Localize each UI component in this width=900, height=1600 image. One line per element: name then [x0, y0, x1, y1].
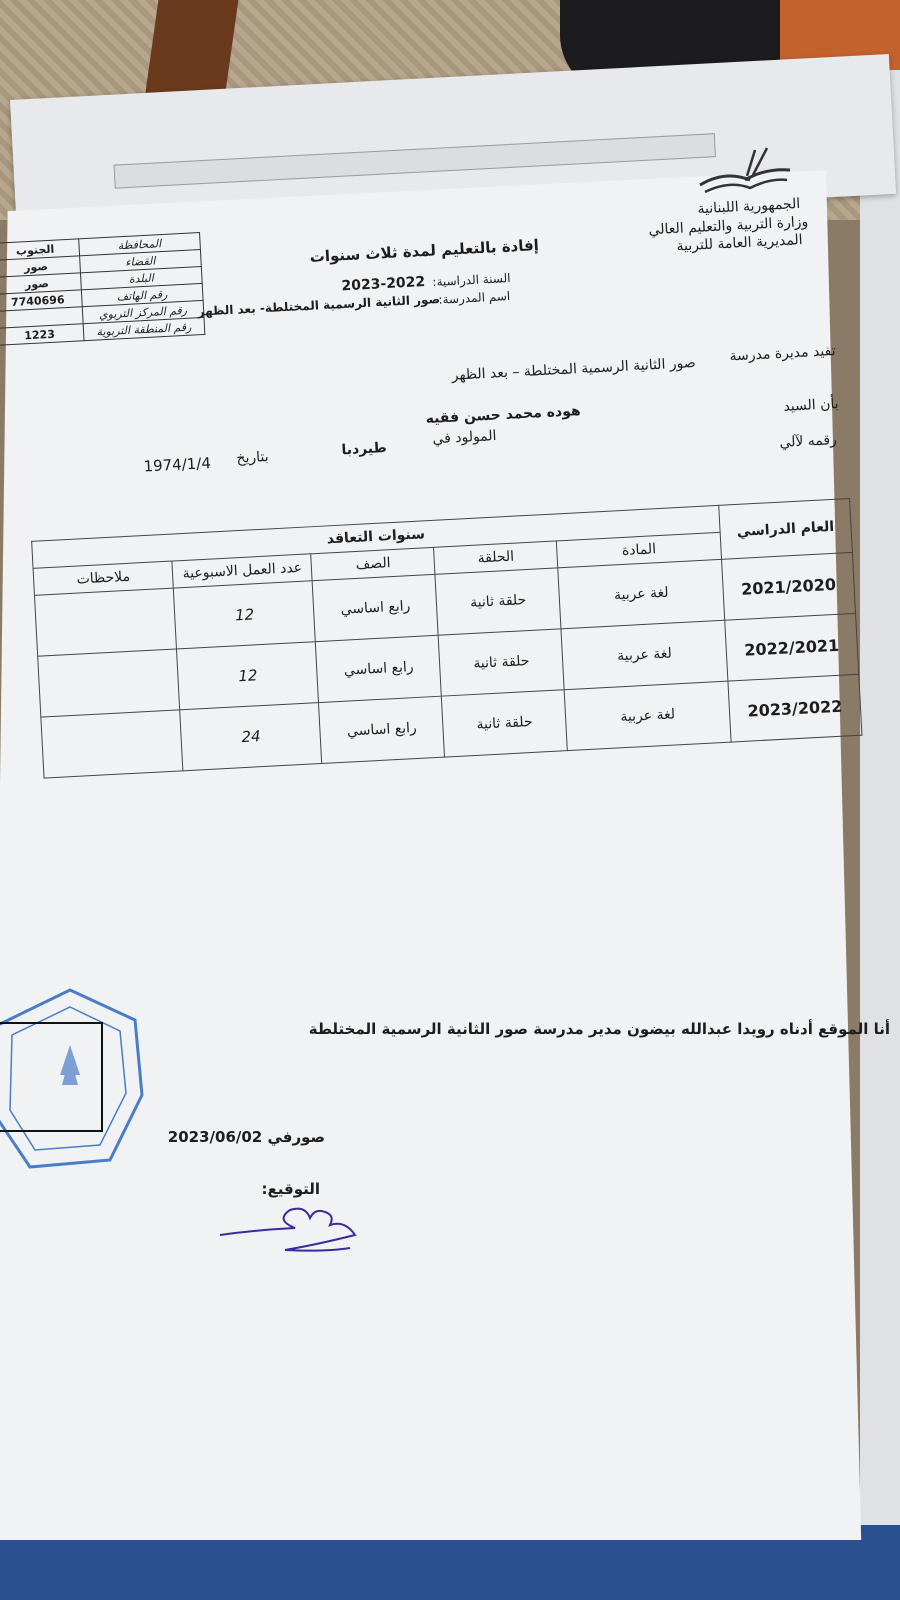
- cell-hours: 12: [177, 642, 319, 710]
- cell-hours: 12: [174, 581, 316, 649]
- place-date: صورفي 2023/06/02: [167, 1128, 325, 1146]
- cell-subject: لغة عربية: [561, 620, 728, 689]
- header-directorate: المديرية العامة للتربية: [675, 232, 803, 255]
- cell-year: 2021/2020: [722, 552, 856, 620]
- cell-grade: رابع اساسي: [313, 574, 439, 641]
- cell-hours: 24: [180, 703, 322, 771]
- cell-notes: [34, 588, 176, 656]
- cell-subject: لغة عربية: [564, 681, 731, 750]
- group-header: سنوات التعاقد: [32, 505, 720, 568]
- body-line2-label: بأن السيد: [782, 396, 839, 415]
- info-key: القضاء: [79, 250, 201, 273]
- date-label: بتاريخ: [235, 449, 269, 467]
- info-key: رقم المركز التربوي: [82, 300, 204, 323]
- contract-years-table: [31, 498, 862, 779]
- body-line3-label: رقمه لآلي: [778, 432, 837, 451]
- birth-date: 1974/1/4: [142, 454, 211, 476]
- info-key: رقم المنطقة التربوية: [83, 317, 205, 340]
- cell-notes: [41, 710, 183, 778]
- info-value: صور: [0, 256, 80, 278]
- cell-notes: [38, 649, 180, 717]
- col-header-grade: الصف: [311, 547, 435, 580]
- person-name: هوده محمد حسن فقيه: [425, 403, 581, 428]
- cell-subject: لغة عربية: [558, 559, 725, 628]
- cell-cycle: حلقة ثانية: [442, 690, 568, 757]
- year-label: السنة الدراسية:: [431, 271, 511, 290]
- body-line1-value: صور الثانية الرسمية المختلطة – بعد الظهر: [451, 355, 696, 384]
- col-header-notes: ملاحظات: [33, 561, 173, 595]
- body-line1-label: تفيد مديرة مدرسة: [729, 343, 836, 365]
- birth-place: طيردبا: [340, 440, 387, 459]
- school-label: اسم المدرسة:: [438, 289, 511, 307]
- cell-grade: رابع اساسي: [316, 635, 442, 702]
- cell-year: 2023/2022: [728, 674, 862, 742]
- col-header-subject: المادة: [557, 532, 722, 568]
- info-value: 1223: [0, 324, 84, 346]
- signatory-statement: أنا الموقع أدناه رويدا عبدالله بيضون مدير مدرسة صور الثانية الرسمية المختلطة: [308, 1020, 890, 1038]
- col-header-year: العام الدراسي: [719, 499, 853, 560]
- header-ministry: وزارة التربية والتعليم العالي: [648, 214, 809, 239]
- info-key: البلدة: [80, 266, 202, 289]
- info-value: صور: [0, 273, 81, 295]
- document-title: إفادة بالتعليم لمدة ثلاث سنوات: [308, 236, 539, 266]
- col-header-cycle: الحلقة: [434, 541, 558, 574]
- cell-cycle: حلقة ثانية: [438, 629, 564, 696]
- info-value: 7740696: [0, 290, 82, 312]
- ministry-logo-icon: [695, 140, 795, 200]
- info-key: رقم الهاتف: [81, 283, 203, 306]
- cell-grade: رابع اساسي: [319, 696, 445, 763]
- school-value: صور الثانية الرسمية المختلطة- بعد الظهر: [197, 292, 441, 319]
- cell-year: 2022/2021: [725, 613, 859, 681]
- school-info-box: [0, 232, 206, 351]
- info-key: المحافظة: [78, 233, 200, 256]
- info-value: الجنوب: [0, 239, 79, 261]
- col-header-hours: عدد العمل الاسبوعية: [172, 554, 312, 588]
- cell-cycle: حلقة ثانية: [435, 568, 561, 635]
- birth-label: المولود في: [432, 428, 497, 448]
- handwritten-signature: [215, 1190, 365, 1260]
- header-republic: الجمهورية اللبنانية: [697, 196, 801, 218]
- official-stamp-icon: [0, 985, 150, 1175]
- signature-label: التوقيع:: [261, 1180, 320, 1198]
- year-value: 2023-2022: [341, 274, 426, 295]
